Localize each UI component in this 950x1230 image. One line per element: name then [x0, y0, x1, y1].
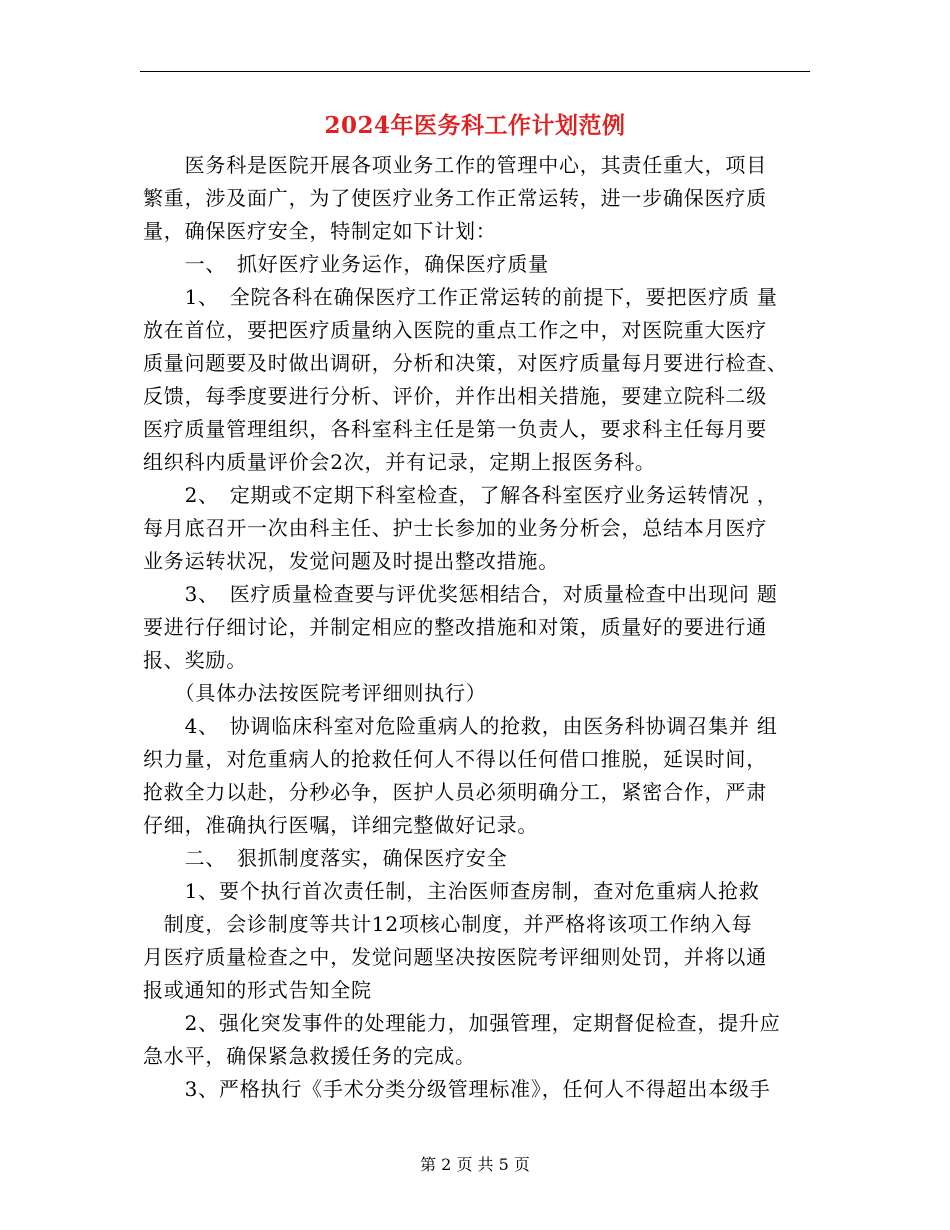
body-line: 2、强化突发事件的处理能力，加强管理，定期督促检查，提升应 [143, 1011, 781, 1035]
body-line: 要进行仔细讨论，并制定相应的整改措施和对策，质量好的要进行通 [143, 615, 767, 639]
body-line: 仔细，准确执行医嘱，详细完整做好记录。 [143, 813, 539, 837]
body-line: 质量问题要及时做出调研，分析和决策，对医疗质量每月要进行检查、 [143, 351, 788, 375]
page-number: 第 2 页 共 5 页 [420, 1155, 530, 1174]
body-line: 3、 医疗质量检查要与评优奖惩相结合，对质量检查中出现问 题 [143, 582, 778, 606]
header-rule [140, 71, 810, 72]
body-line: 织力量，对危重病人的抢救任何人不得以任何借口推脱，延误时间， [143, 747, 767, 771]
body-line: 医务科是医院开展各项业务工作的管理中心，其责任重大，项目 [143, 153, 767, 177]
body-line: 4、 协调临床科室对危险重病人的抢救，由医务科协调召集并 组 [143, 714, 778, 738]
body-line: 2、 定期或不定期下科室检查，了解各科室医疗业务运转情况 ， [143, 483, 778, 507]
body-line: 量，确保医疗安全，特制定如下计划： [143, 219, 497, 243]
body-line: 医疗质量管理组织，各科室科主任是第一负责人，要求科主任每月要 [143, 417, 767, 441]
body-line: （具体办法按医院考评细则执行） [143, 681, 487, 705]
body-line: 反馈，每季度要进行分析、评价，并作出相关措施，要建立院科二级 [143, 384, 767, 408]
section-heading: 一、 抓好医疗业务运作，确保医疗质量 [143, 252, 549, 276]
body-line: 报或通知的形式告知全院 [143, 978, 372, 1002]
body-line: 月医疗质量检查之中，发觉问题坚决按医院考评细则处罚，并将以通 [143, 945, 767, 969]
body-line: 放在首位，要把医疗质量纳入医院的重点工作之中，对医院重大医疗 [143, 318, 767, 342]
body-line: 繁重，涉及面广，为了使医疗业务工作正常运转，进一步确保医疗质 [143, 186, 767, 210]
body-line: 报、奖励。 [143, 648, 247, 672]
body-line: 3、严格执行《手术分类分级管理标准》，任何人不得超出本级手 [143, 1077, 771, 1101]
body-line: 制度，会诊制度等共计12项核心制度，并严格将该项工作纳入每 [143, 912, 753, 936]
body-line: 每月底召开一次由科主任、护士长参加的业务分析会，总结本月医疗 [143, 516, 767, 540]
body-line: 业务运转状况，发觉问题及时提出整改措施。 [143, 549, 559, 573]
body-line: 急水平，确保紧急救援任务的完成。 [143, 1044, 476, 1068]
document-title: 2024年医务科工作计划范例 [324, 112, 626, 139]
section-heading: 二、 狠抓制度落实，确保医疗安全 [143, 846, 508, 870]
body-line: 抢救全力以赴，分秒必争，医护人员必须明确分工，紧密合作，严肃 [143, 780, 767, 804]
body-line: 1、 全院各科在确保医疗工作正常运转的前提下，要把医疗质 量 [143, 285, 778, 309]
body-line: 1、要个执行首次责任制，主治医师查房制，查对危重病人抢救 [143, 879, 760, 903]
body-line: 组织科内质量评价会2次，并有记录，定期上报医务科。 [143, 450, 656, 474]
